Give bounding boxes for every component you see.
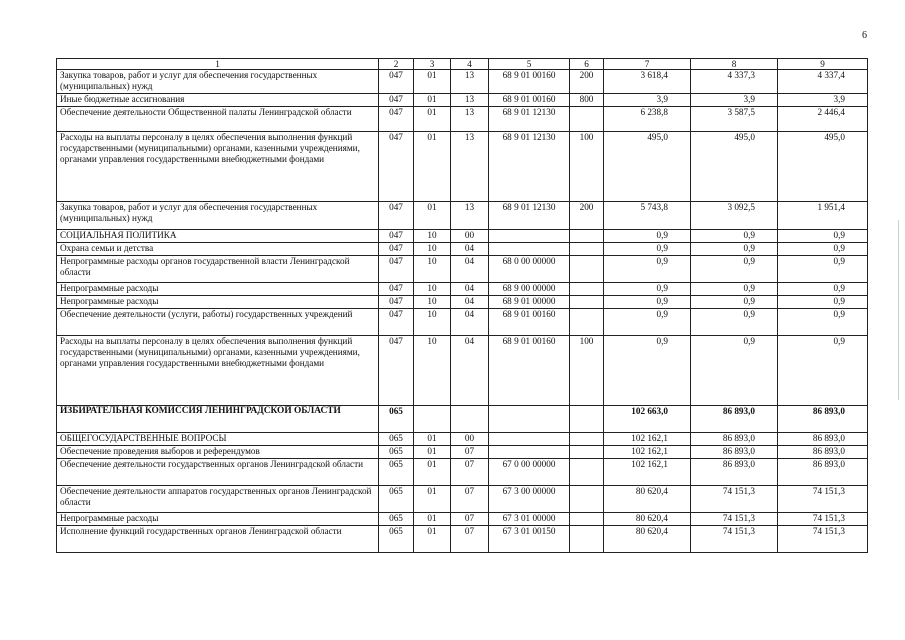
row-amount-8: 74 151,3 <box>691 486 778 513</box>
row-amount-9: 0,9 <box>778 309 868 336</box>
row-expense-type <box>570 459 604 486</box>
row-subsection: 07 <box>451 486 489 513</box>
row-admin-code: 065 <box>379 486 414 513</box>
header-col-3: 3 <box>414 59 451 70</box>
row-section: 10 <box>414 309 451 336</box>
row-amount-8: 0,9 <box>691 230 778 243</box>
row-amount-7: 3 618,4 <box>604 70 691 94</box>
row-subsection: 07 <box>451 446 489 459</box>
row-name: Непрограммные расходы органов государственной власти Ленинградской области <box>57 256 379 283</box>
row-subsection: 04 <box>451 296 489 309</box>
row-subsection: 13 <box>451 202 489 230</box>
row-target-article: 67 3 01 00150 <box>489 526 570 553</box>
row-name: Непрограммные расходы <box>57 283 379 296</box>
row-amount-8: 3 092,5 <box>691 202 778 230</box>
row-subsection: 04 <box>451 256 489 283</box>
table-header-row <box>57 59 868 70</box>
table-row <box>57 459 868 486</box>
row-target-article: 68 9 01 12130 <box>489 132 570 202</box>
row-amount-8: 86 893,0 <box>691 433 778 446</box>
row-section: 10 <box>414 230 451 243</box>
row-amount-8: 74 151,3 <box>691 513 778 526</box>
row-expense-type <box>570 243 604 256</box>
row-name: Исполнение функций государственных органов Ленинградской области <box>57 526 379 553</box>
row-admin-code: 065 <box>379 446 414 459</box>
row-subsection: 13 <box>451 70 489 94</box>
row-admin-code: 047 <box>379 283 414 296</box>
row-target-article: 68 0 00 00000 <box>489 256 570 283</box>
row-name: Непрограммные расходы <box>57 513 379 526</box>
row-expense-type: 200 <box>570 70 604 94</box>
row-expense-type <box>570 406 604 433</box>
row-amount-9: 0,9 <box>778 256 868 283</box>
table-row <box>57 243 868 256</box>
row-subsection <box>451 406 489 433</box>
row-amount-8: 0,9 <box>691 309 778 336</box>
row-amount-9: 86 893,0 <box>778 406 868 433</box>
row-amount-7: 80 620,4 <box>604 526 691 553</box>
row-expense-type <box>570 433 604 446</box>
row-expense-type <box>570 513 604 526</box>
row-subsection: 07 <box>451 459 489 486</box>
row-amount-8: 4 337,3 <box>691 70 778 94</box>
row-amount-7: 0,9 <box>604 243 691 256</box>
row-admin-code: 065 <box>379 526 414 553</box>
row-amount-9: 0,9 <box>778 283 868 296</box>
row-admin-code: 047 <box>379 107 414 132</box>
row-amount-8: 0,9 <box>691 243 778 256</box>
row-amount-9: 4 337,4 <box>778 70 868 94</box>
row-section: 01 <box>414 526 451 553</box>
row-name: ИЗБИРАТЕЛЬНАЯ КОМИССИЯ ЛЕНИНГРАДСКОЙ ОБЛАСТИ <box>57 406 379 433</box>
row-admin-code: 047 <box>379 94 414 107</box>
row-subsection: 07 <box>451 526 489 553</box>
row-amount-7: 0,9 <box>604 336 691 406</box>
row-amount-9: 3,9 <box>778 94 868 107</box>
row-amount-7: 3,9 <box>604 94 691 107</box>
table-row <box>57 94 868 107</box>
table-row <box>57 513 868 526</box>
table-body <box>57 59 868 553</box>
row-amount-7: 0,9 <box>604 283 691 296</box>
row-expense-type <box>570 107 604 132</box>
table-row <box>57 296 868 309</box>
row-amount-8: 0,9 <box>691 336 778 406</box>
row-target-article: 67 3 01 00000 <box>489 513 570 526</box>
header-col-7: 7 <box>604 59 691 70</box>
row-target-article: 68 9 00 00000 <box>489 283 570 296</box>
table-row <box>57 486 868 513</box>
row-amount-7: 102 162,1 <box>604 433 691 446</box>
row-target-article: 68 9 01 00160 <box>489 94 570 107</box>
row-expense-type <box>570 526 604 553</box>
budget-table <box>56 58 868 553</box>
row-expense-type <box>570 309 604 336</box>
row-section: 01 <box>414 446 451 459</box>
row-subsection: 13 <box>451 94 489 107</box>
row-amount-9: 0,9 <box>778 243 868 256</box>
row-section: 01 <box>414 459 451 486</box>
row-amount-9: 0,9 <box>778 336 868 406</box>
row-amount-7: 0,9 <box>604 309 691 336</box>
table-row <box>57 309 868 336</box>
row-expense-type: 200 <box>570 202 604 230</box>
header-col-5: 5 <box>489 59 570 70</box>
row-subsection: 04 <box>451 336 489 406</box>
row-name: Обеспечение деятельности аппаратов государственных органов Ленинградской области <box>57 486 379 513</box>
row-amount-9: 0,9 <box>778 230 868 243</box>
row-name: Иные бюджетные ассигнования <box>57 94 379 107</box>
row-amount-8: 0,9 <box>691 256 778 283</box>
row-name: Расходы на выплаты персоналу в целях обеспечения выполнения функций государственными (муниципальными) органами, казенными учреждениями, органами управления государственными внебюджетными фондами <box>57 132 379 202</box>
row-target-article: 68 9 01 12130 <box>489 202 570 230</box>
row-amount-7: 0,9 <box>604 230 691 243</box>
row-amount-8: 74 151,3 <box>691 526 778 553</box>
row-expense-type <box>570 256 604 283</box>
row-subsection: 07 <box>451 513 489 526</box>
row-admin-code: 047 <box>379 70 414 94</box>
row-section: 10 <box>414 336 451 406</box>
row-target-article: 67 0 00 00000 <box>489 459 570 486</box>
row-target-article: 68 9 01 00160 <box>489 336 570 406</box>
row-amount-9: 74 151,3 <box>778 513 868 526</box>
row-amount-9: 0,9 <box>778 296 868 309</box>
row-name: Обеспечение проведения выборов и референдумов <box>57 446 379 459</box>
row-target-article: 68 9 01 00160 <box>489 309 570 336</box>
row-section: 10 <box>414 256 451 283</box>
row-admin-code: 065 <box>379 459 414 486</box>
row-target-article <box>489 230 570 243</box>
row-expense-type: 800 <box>570 94 604 107</box>
table-row <box>57 283 868 296</box>
table-row <box>57 70 868 94</box>
row-admin-code: 047 <box>379 296 414 309</box>
row-expense-type <box>570 296 604 309</box>
row-amount-9: 86 893,0 <box>778 433 868 446</box>
row-target-article <box>489 243 570 256</box>
row-target-article: 68 9 01 00000 <box>489 296 570 309</box>
row-expense-type: 100 <box>570 336 604 406</box>
table-row <box>57 202 868 230</box>
table-row <box>57 433 868 446</box>
row-amount-9: 2 446,4 <box>778 107 868 132</box>
row-name: Обеспечение деятельности (услуги, работы) государственных учреждений <box>57 309 379 336</box>
row-target-article <box>489 446 570 459</box>
row-expense-type <box>570 486 604 513</box>
row-admin-code: 065 <box>379 433 414 446</box>
row-section: 10 <box>414 296 451 309</box>
row-amount-8: 0,9 <box>691 296 778 309</box>
row-target-article: 68 9 01 00160 <box>489 70 570 94</box>
row-section: 01 <box>414 486 451 513</box>
row-amount-8: 0,9 <box>691 283 778 296</box>
row-section: 10 <box>414 243 451 256</box>
header-col-9: 9 <box>778 59 868 70</box>
row-section <box>414 406 451 433</box>
row-amount-7: 495,0 <box>604 132 691 202</box>
row-subsection: 00 <box>451 433 489 446</box>
row-target-article: 67 3 00 00000 <box>489 486 570 513</box>
row-name: Охрана семьи и детства <box>57 243 379 256</box>
row-expense-type <box>570 283 604 296</box>
row-subsection: 04 <box>451 309 489 336</box>
row-target-article <box>489 433 570 446</box>
row-section: 01 <box>414 202 451 230</box>
header-col-1: 1 <box>57 59 379 70</box>
row-admin-code: 047 <box>379 202 414 230</box>
row-name: Непрограммные расходы <box>57 296 379 309</box>
row-target-article <box>489 406 570 433</box>
row-amount-9: 495,0 <box>778 132 868 202</box>
row-amount-7: 102 162,1 <box>604 446 691 459</box>
row-expense-type <box>570 446 604 459</box>
table-row <box>57 230 868 243</box>
table-row <box>57 132 868 202</box>
table-row <box>57 446 868 459</box>
row-amount-8: 3 587,5 <box>691 107 778 132</box>
row-amount-8: 86 893,0 <box>691 446 778 459</box>
row-section: 01 <box>414 70 451 94</box>
row-section: 10 <box>414 283 451 296</box>
row-name: ОБЩЕГОСУДАРСТВЕННЫЕ ВОПРОСЫ <box>57 433 379 446</box>
row-amount-7: 80 620,4 <box>604 486 691 513</box>
row-section: 01 <box>414 94 451 107</box>
row-admin-code: 047 <box>379 132 414 202</box>
row-amount-8: 3,9 <box>691 94 778 107</box>
row-expense-type: 100 <box>570 132 604 202</box>
row-name: СОЦИАЛЬНАЯ ПОЛИТИКА <box>57 230 379 243</box>
row-section: 01 <box>414 107 451 132</box>
header-col-4: 4 <box>451 59 489 70</box>
row-expense-type <box>570 230 604 243</box>
header-col-8: 8 <box>691 59 778 70</box>
row-admin-code: 065 <box>379 406 414 433</box>
header-col-2: 2 <box>379 59 414 70</box>
row-amount-9: 74 151,3 <box>778 486 868 513</box>
row-amount-7: 5 743,8 <box>604 202 691 230</box>
row-amount-9: 86 893,0 <box>778 446 868 459</box>
row-amount-7: 80 620,4 <box>604 513 691 526</box>
row-amount-7: 0,9 <box>604 296 691 309</box>
row-subsection: 04 <box>451 283 489 296</box>
row-amount-7: 102 663,0 <box>604 406 691 433</box>
header-col-6: 6 <box>570 59 604 70</box>
page-number: 6 <box>862 30 867 41</box>
row-amount-7: 0,9 <box>604 256 691 283</box>
table-row <box>57 336 868 406</box>
row-subsection: 00 <box>451 230 489 243</box>
row-name: Расходы на выплаты персоналу в целях обеспечения выполнения функций государственными (муниципальными) органами, казенными учреждениями, органами управления государственными внебюджетными фондами <box>57 336 379 406</box>
row-target-article: 68 9 01 12130 <box>489 107 570 132</box>
row-amount-9: 1 951,4 <box>778 202 868 230</box>
row-subsection: 13 <box>451 107 489 132</box>
row-amount-8: 86 893,0 <box>691 459 778 486</box>
scan-margin-line <box>898 220 899 400</box>
row-section: 01 <box>414 433 451 446</box>
row-subsection: 04 <box>451 243 489 256</box>
row-section: 01 <box>414 513 451 526</box>
table-row <box>57 107 868 132</box>
row-admin-code: 047 <box>379 336 414 406</box>
row-admin-code: 047 <box>379 309 414 336</box>
table-row <box>57 406 868 433</box>
row-admin-code: 047 <box>379 230 414 243</box>
row-name: Закупка товаров, работ и услуг для обеспечения государственных (муниципальных) нужд <box>57 70 379 94</box>
row-section: 01 <box>414 132 451 202</box>
row-name: Закупка товаров, работ и услуг для обеспечения государственных (муниципальных) нужд <box>57 202 379 230</box>
table-row <box>57 256 868 283</box>
row-subsection: 13 <box>451 132 489 202</box>
row-admin-code: 065 <box>379 513 414 526</box>
row-admin-code: 047 <box>379 243 414 256</box>
row-admin-code: 047 <box>379 256 414 283</box>
row-name: Обеспечение деятельности Общественной палаты Ленинградской области <box>57 107 379 132</box>
row-amount-9: 74 151,3 <box>778 526 868 553</box>
row-amount-9: 86 893,0 <box>778 459 868 486</box>
row-amount-8: 86 893,0 <box>691 406 778 433</box>
table-row <box>57 526 868 553</box>
row-name: Обеспечение деятельности государственных органов Ленинградской области <box>57 459 379 486</box>
row-amount-7: 6 238,8 <box>604 107 691 132</box>
row-amount-7: 102 162,1 <box>604 459 691 486</box>
row-amount-8: 495,0 <box>691 132 778 202</box>
